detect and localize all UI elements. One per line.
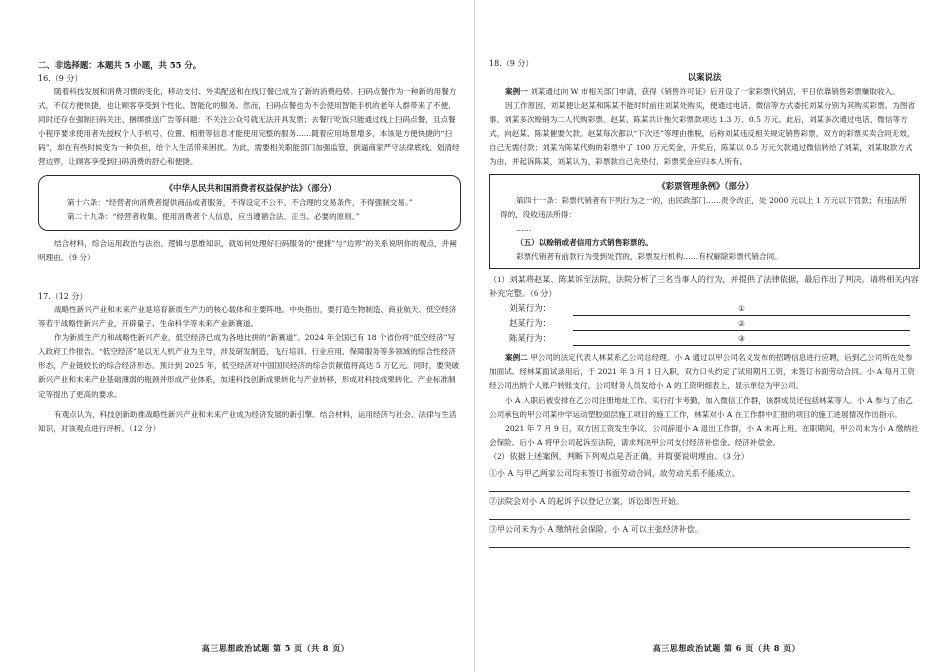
case2-material-3: 2021 年 7 月 9 日，双方因工资发生争议，公司辞退小 A 退出工作群，小 A 未再上班。在职期间，甲公司未为小 A 缴纳社会保险。后小 A 将甲公司起诉至法院，请求判决甲公司支付经济补偿金、经济补偿金。 — [489, 423, 919, 447]
q17-material-2: 作为新质生产力和战略性新兴产业，低空经济已成为各地比拼的“新赛道”。2024 年全国已有 18 个省份将“低空经济”写入政府工作报告。“低空经济”是以无人机产业为主导，涉及研发制造、飞行培训、行业应用、保障服务等多领域的综合性经济形态，产业链较长的综合经济形态。预计到 2025 年，低空经济对中国国民经济的综合贡献值将高达 5 万亿元。同时，要突破新兴产业和未来产业基础薄弱的瓶颈并形成产业体系，加速科技创新成果转化与产业转移，形成对科技成果转化、产业标准制定等提出了更高的要求。 — [38, 333, 460, 399]
judge-statement-2: ②法院会对小 A 的起诉予以登记立案，诉讼即告开始。 — [489, 496, 684, 506]
q18-2-prompt: （2）依据上述案例，判断下列观点是否正确，并简要说明理由。（3 分） — [489, 451, 749, 461]
judge-statement-3: ③甲公司未为小 A 缴纳社会保险，小 A 可以主张经济补偿。 — [489, 524, 703, 534]
lottery-rule-tail: 彩票代销者有前款行为受到处罚的，彩票发行机构……有权解除彩票代销合同。 — [516, 251, 782, 261]
q18-title: 以案说法 — [687, 72, 722, 82]
q16-prompt: 结合材料，综合运用政治与法治、逻辑与思维知识，就如何处理好扫码服务的“便捷”与“边界”的关系说明你的观点，并阐明理由。（9 分） — [38, 238, 457, 262]
case2-head: 案例二 — [505, 353, 528, 363]
consumer-law-box — [38, 175, 461, 231]
answer-blank-2[interactable]: ② — [573, 318, 910, 331]
q17-prompt: 有观点认为，科技创新助推战略性新兴产业和未来产业成为经济发展的新引擎。结合材料，运用经济与社会、法律与生活知识，对该观点进行评析。（12 分） — [38, 409, 457, 433]
fill-label-chen: 陈某行为： — [509, 333, 551, 344]
answer-blank-1[interactable]: ① — [573, 303, 910, 316]
fill-row-zhao — [509, 316, 920, 331]
case1-intro: 刘某通过向 W 市相关部门申请，获得《销售许可证》后开设了一家彩票代销店，平日依靠销售彩票赚取收入。 — [530, 87, 900, 96]
lottery-rule-title: 《彩票管理条例》（部分） — [657, 180, 754, 191]
consumer-law-art16: 第十六条：“经营者向消费者提供商品或者服务，不得设定不公平、不合理的交易条件，不得强制交易。” — [67, 197, 413, 207]
consumer-law-art29: 第二十九条：“经营者收集、使用消费者个人信息，应当遵循合法、正当、必要的原则。” — [67, 211, 360, 221]
lottery-rule-ellipsis: …… — [516, 223, 532, 233]
answer-line-2[interactable] — [489, 508, 910, 520]
right-page — [475, 0, 950, 672]
q18-number: 18.（9 分） — [489, 59, 534, 68]
answer-line-3[interactable] — [489, 536, 910, 548]
fill-label-zhao: 赵某行为： — [509, 318, 551, 329]
case2-material-1: 甲公司的法定代表人林某系乙公司总经理。小 A 通过以甲公司名义发布的招聘信息进行应聘，后到乙公司所在处参加面试。经林某面试录用后，于 2021 年 3 月 1 日入职，双方口头约定了试用期月工资，未签订书面劳动合同。小 A 每月工资经公司出纳个人账户转账支付，公司财务人员发给小 A 的工资明细表上，显示单位为甲公司。 — [489, 353, 915, 391]
fill-row-liu — [509, 301, 920, 316]
fill-label-liu: 刘某行为： — [509, 303, 551, 314]
q18-1-prompt: （1）刘某将赵某、陈某诉至法院，法院分析了三名当事人的行为，并提供了法律依据，最后作出了判决。请将相关内容补充完整。（6 分） — [489, 275, 919, 299]
right-page-footer: 高三思想政治试题 第 6 页（共 8 页） — [652, 643, 801, 653]
section-title: 二、非选择题：本题共 5 小题，共 55 分。 — [38, 60, 202, 70]
case1-material: 因工作原因，刘某便让赵某和陈某不能时时前往刘某处购买，便通过电话、微信等方式委托刘某分别为其购买彩票。为图省事，刘某多次赊销为二人代购彩票。赵某、陈某共计拖欠彩票款项达 1.3 万、0.5 万元。此后，刘某多次通过电话、微信等方式，向赵某、陈某催要欠款。赵某每次都以“下次还”等理由推脱，后称刘某违反相关规定销售彩票，双方的彩票买卖合同无效，自己无需付款；刘某为陈某代购的彩票中了 100 万元奖金，开奖后，陈某以 0.5 万元欠款通过微信转给了刘某，刘某取款方式为由，并起诉陈某，刘某认为，彩票款自己先垫付，彩票奖金应归本人所有。 — [489, 101, 916, 167]
consumer-law-title: 《中华人民共和国消费者权益保护法》（部分） — [164, 182, 337, 193]
left-page-footer: 高三思想政治试题 第 5 页（共 8 页） — [201, 643, 350, 653]
q17-material-1: 战略性新兴产业和未来产业是培育新质生产力的核心载体和主要阵地。中央指出，要打造生物制造、商业航天、低空经济等若干战略性新兴产业，开辟量子、生命科学等未来产业新赛道。 — [38, 304, 457, 329]
lottery-rule-item5: （五）以赊销或者信用方式销售彩票的。 — [516, 237, 653, 247]
q16-number: 16.（9 分） — [38, 74, 83, 83]
answer-line-1[interactable] — [489, 480, 910, 492]
fill-row-chen — [509, 331, 920, 346]
q16-material: 随着科技发展和消费习惯的变化，移动支付、外卖配送和在线订餐已成为了新的消费趋势。扫码点餐作为一种新的用餐方式，不仅方便快捷，也让顾客享受到个性化、智能化的服务。然而，扫码点餐也为不会使用智能手机的老年人群带来了不便，同时还存在强制扫码关注、捆绑推送广告等问题：不关注公众号就无法开具发票；去餐厅吃饭只能通过线上扫码点餐，且点餐小程序要求使用者先授权个人手机号、位置、相册等信息才能使用完整的服务……随着应用场景增多，本该是方便快捷的“扫码”，却在有些时候变为一种负担，给个人生活带来困扰。为此，需要相关职能部门加强监管，倒逼商家严守法律底线、划清经营边界，让顾客享受到扫码消费的舒心和便捷。 — [38, 87, 460, 167]
answer-blank-3[interactable]: ③ — [573, 333, 910, 346]
case1-head: 案例一 — [505, 87, 528, 96]
lottery-rule-box — [489, 174, 920, 269]
case2-material-2: 小 A 入职后被安排在乙公司注册地址工作。实行打卡考勤，加入微信工作群，该群成员还包括林某等人。小 A 参与了由乙公司承包的甲公司某中学运动塑胶面层施工项目的施工工作，林某对小 A 在工作群中汇报的项目的施工进展情况作出指示。 — [489, 395, 913, 419]
q17-number: 17.（12 分） — [38, 291, 88, 301]
lottery-rule-art41: 第四十一条：彩票代销者有下列行为之一的，由民政部门……责令改正，处 2000 元以上 1 万元以下罚款；有违法所得的，没收违法所得： — [500, 195, 907, 219]
judge-statement-1: ①小 A 与甲乙两家公司均未签订书面劳动合同，故劳动关系不能成立。 — [489, 468, 740, 478]
